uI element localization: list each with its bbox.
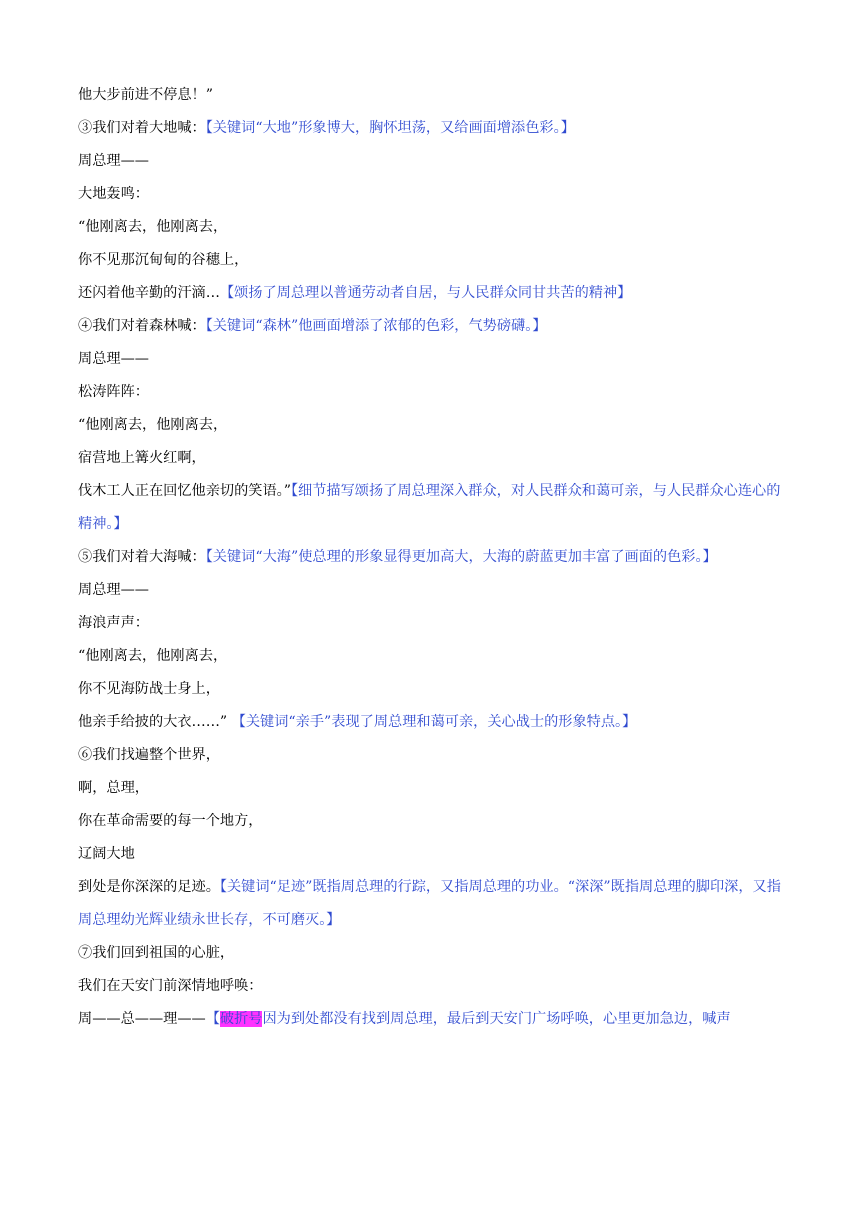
line-text: 到处是你深深的足迹。 bbox=[78, 879, 220, 895]
line-text: 海浪声声： bbox=[78, 615, 149, 631]
text-line bbox=[78, 178, 786, 211]
text-line bbox=[78, 541, 786, 574]
text-line bbox=[78, 310, 786, 343]
text-line bbox=[78, 409, 786, 442]
annotation-note: 【关键词“足迹”既指周总理的行踪，又指周总理的功业。“深深”既指周总理的脚印深，又指周总理幼光辉业绩永世长存，不可磨灭。】 bbox=[78, 879, 781, 928]
text-line bbox=[78, 376, 786, 409]
line-text: ③我们对着大地喊： bbox=[78, 120, 206, 136]
text-line bbox=[78, 838, 786, 871]
text-line bbox=[78, 805, 786, 838]
line-text: “他刚离去，他刚离去， bbox=[78, 417, 228, 433]
text-line bbox=[78, 673, 786, 706]
annotation-note: 【细节描写颂扬了周总理深入群众，对人民群众和蔼可亲，与人民群众心连心的精神。】 bbox=[78, 483, 781, 532]
line-text: 他亲手给披的大衣……” bbox=[78, 714, 228, 730]
text-line bbox=[78, 640, 786, 673]
text-line bbox=[78, 772, 786, 805]
line-text: 你不见那沉甸甸的谷穗上， bbox=[78, 252, 249, 268]
line-text: “他刚离去，他刚离去， bbox=[78, 648, 228, 664]
annotation-note: 【关键词“森林”他画面增添了浓郁的色彩，气势磅礴。】 bbox=[205, 318, 547, 334]
text-line bbox=[78, 145, 786, 178]
line-text: 你不见海防战士身上， bbox=[78, 681, 220, 697]
line-text: “他刚离去，他刚离去， bbox=[78, 219, 228, 235]
text-line bbox=[78, 277, 786, 310]
text-line bbox=[78, 475, 786, 541]
text-line bbox=[78, 706, 786, 739]
text-line bbox=[78, 112, 786, 145]
text-line bbox=[78, 607, 786, 640]
line-text: 宿营地上篝火红啊， bbox=[78, 450, 206, 466]
annotation-note: 因为到处都没有找到周总理，最后到天安门广场呼唤，心里更加急边，喊声 bbox=[262, 1011, 731, 1027]
line-text: 辽阔大地 bbox=[78, 846, 135, 862]
line-text: 松涛阵阵： bbox=[78, 384, 149, 400]
document-body bbox=[78, 79, 786, 1036]
annotation-note: 【颂扬了周总理以普通劳动者自居，与人民群众同甘共苦的精神】 bbox=[219, 285, 632, 301]
text-line bbox=[78, 970, 786, 1003]
text-line bbox=[78, 79, 786, 112]
last-line-text: 周——总——理—— bbox=[78, 1011, 206, 1027]
annotation-note: 【关键词“亲手”表现了周总理和蔼可亲，关心战士的形象特点。】 bbox=[227, 714, 637, 730]
line-text: 周总理—— bbox=[78, 582, 149, 598]
annotation-note: 【关键词“大海”使总理的形象显得更加高大，大海的蔚蓝更加丰富了画面的色彩。】 bbox=[205, 549, 717, 565]
text-line bbox=[78, 937, 786, 970]
text-line bbox=[78, 442, 786, 475]
highlighted-term: 破折号 bbox=[219, 1011, 263, 1027]
line-text: 我们在天安门前深情地呼唤： bbox=[78, 978, 263, 994]
line-text: ④我们对着森林喊： bbox=[78, 318, 206, 334]
line-text: ⑥我们找遍整个世界， bbox=[78, 747, 220, 763]
line-text: ⑤我们对着大海喊： bbox=[78, 549, 206, 565]
text-line bbox=[78, 871, 786, 937]
text-line bbox=[78, 574, 786, 607]
line-text: 周总理—— bbox=[78, 153, 149, 169]
line-text: 你在革命需要的每一个地方， bbox=[78, 813, 263, 829]
line-text: 他大步前进不停息！” bbox=[78, 87, 213, 103]
line-text: ⑦我们回到祖国的心脏， bbox=[78, 945, 235, 961]
poem-lines bbox=[78, 79, 786, 1003]
line-text: 大地轰鸣： bbox=[78, 186, 149, 202]
text-line bbox=[78, 244, 786, 277]
line-text: 周总理—— bbox=[78, 351, 149, 367]
text-line bbox=[78, 343, 786, 376]
line-text: 啊，总理， bbox=[78, 780, 149, 796]
text-line bbox=[78, 211, 786, 244]
annotation-bracket: 【 bbox=[205, 1011, 220, 1027]
text-line bbox=[78, 739, 786, 772]
line-text: 伐木工人正在回忆他亲切的笑语。” bbox=[78, 483, 291, 499]
annotation-note: 【关键词“大地”形象博大，胸怀坦荡，又给画面增添色彩。】 bbox=[205, 120, 575, 136]
line-text: 还闪着他辛勤的汗滴… bbox=[78, 285, 220, 301]
last-line bbox=[78, 1003, 786, 1036]
